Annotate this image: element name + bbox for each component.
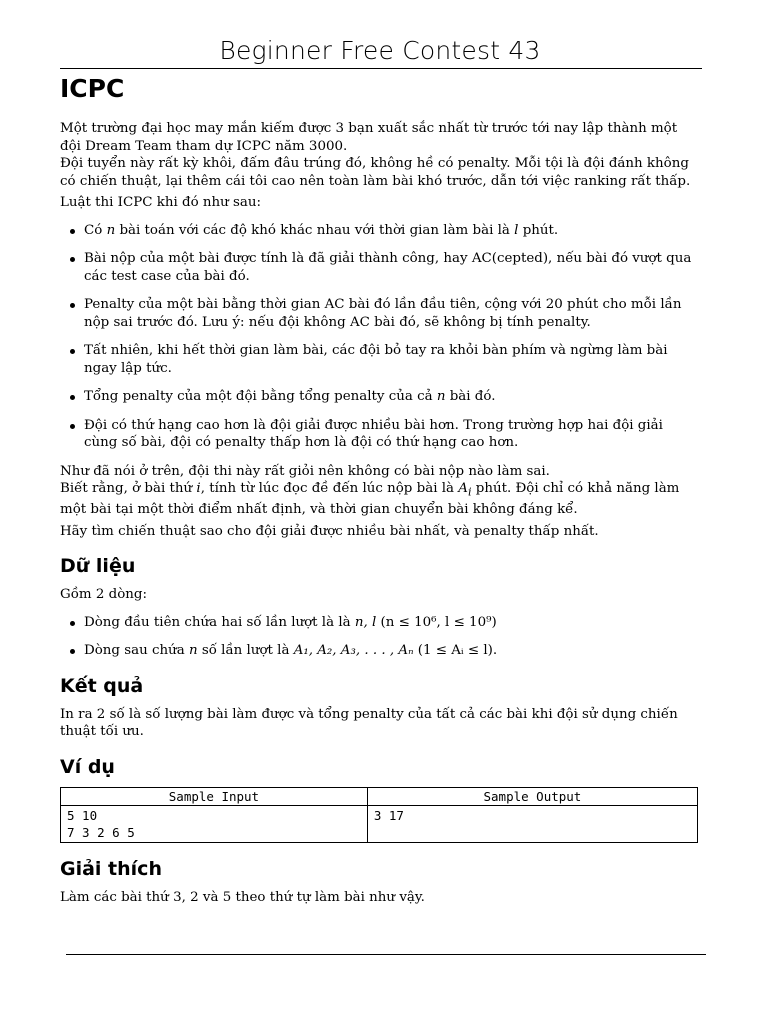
example-heading: Ví dụ: [60, 755, 115, 778]
rule-item: Đội có thứ hạng cao hơn là đội giải được nhiều bài hơn. Trong trường hợp hai đội giải cùng số bài, đội có penalty thấp hơn là đội có thứ hạng cao hơn.: [60, 417, 700, 452]
explanation-part: và: [198, 890, 223, 906]
header-divider: [60, 68, 702, 69]
footer-divider: [66, 954, 706, 955]
problem-body: [60, 120, 700, 907]
sample-data-row: [61, 806, 698, 843]
rule-text: phút.: [518, 222, 559, 238]
input-heading: Dữ liệu: [60, 555, 136, 578]
output-text: In ra 2 số là số lượng bài làm được và tổng penalty của tất cả các bài khi đội sử dụng chiến thuật tối ưu.: [60, 706, 678, 740]
math-var: l: [514, 222, 519, 238]
math-constraint: (1 ≤ Aᵢ ≤ l).: [413, 643, 498, 659]
rule-item: Bài nộp của một bài được tính là đã giải thành công, hay AC(cepted), nếu bài đó vượt qua các test case của bài đó.: [60, 250, 700, 285]
paragraph-text: , tính từ lúc đọc đề đến lúc nộp bài là: [200, 481, 459, 496]
input-line-item: [60, 614, 700, 632]
rule-item: Tất nhiên, khi hết thời gian làm bài, các đội bỏ tay ra khỏi bàn phím và ngừng làm bài ngay lập tức.: [60, 342, 700, 377]
math-var: A: [458, 481, 468, 496]
sample-input-header: Sample Input: [61, 787, 368, 806]
explanation-part: theo thứ tự làm bài như vậy.: [231, 890, 425, 906]
input-text: số lần lượt là: [197, 643, 294, 659]
input-text: Dòng sau chứa: [84, 643, 189, 659]
rule-item: [60, 388, 700, 406]
statement-paragraph-1: Một trường đại học may mắn kiếm được 3 bạn xuất sắc nhất từ trước tới nay lập thành một đội Dream Team tham dự ICPC năm 3000.: [60, 121, 678, 154]
output-heading: Kết quả: [60, 674, 144, 697]
statement-paragraph-6: Hãy tìm chiến thuật sao cho đội giải được nhiều bài nhất, và penalty thấp nhất.: [60, 523, 599, 539]
statement-paragraph-4: Như đã nói ở trên, đội thi này rất giỏi nên không có bài nộp nào làm sai.: [60, 463, 550, 479]
input-list: [60, 614, 700, 660]
rules-list: [60, 222, 700, 452]
rule-item: [60, 222, 700, 240]
math-number: 5: [222, 890, 232, 906]
rule-text: bài toán với các độ khó khác nhau với thời gian làm bài là: [115, 222, 515, 238]
sample-output-cell: 3 17: [367, 806, 697, 843]
input-line-item: [60, 642, 700, 660]
explanation-text: [60, 889, 700, 907]
math-var: n: [106, 222, 116, 238]
math-var: n: [436, 389, 446, 404]
statement-paragraph-5: [60, 480, 700, 519]
rule-text: Có: [84, 222, 107, 238]
input-intro: Gồm 2 dòng:: [60, 587, 147, 603]
rule-text: bài đó.: [445, 389, 496, 404]
statement-paragraph-2: Đội tuyển này rất kỳ khôi, đấm đâu trúng đó, không hề có penalty. Mỗi tội là đội đánh không có chiến thuật, lại thêm cái tôi cao nên toàn làm bài khó trước, dẫn tới việc ranking rất thấp.: [60, 156, 691, 189]
paragraph-text: Biết rằng, ở bài thứ: [60, 481, 197, 496]
input-text: Dòng đầu tiên chứa hai số lần lượt là là: [84, 614, 355, 630]
rule-text: Tổng penalty của một đội bằng tổng penalty của cả: [84, 389, 437, 404]
math-numbers: 3, 2: [173, 890, 199, 906]
math-var: i: [196, 481, 201, 496]
paragraph-text: phút. Đội chỉ có khả năng làm một bài tại một thời điểm nhất định, và thời gian chuyển bài không đáng kể.: [60, 481, 680, 518]
sample-output-header: Sample Output: [367, 787, 697, 806]
sample-input-cell: 5 10 7 3 2 6 5: [61, 806, 368, 843]
explanation-part: Làm các bài thứ: [60, 890, 174, 906]
math-var: n: [188, 643, 198, 659]
contest-title: Beginner Free Contest 43: [219, 36, 541, 65]
math-subscript: i: [467, 485, 472, 499]
explanation-heading: Giải thích: [60, 858, 162, 881]
math-var: n, l: [354, 614, 377, 630]
statement-paragraph-3: Luật thi ICPC khi đó như sau:: [60, 195, 262, 210]
sample-table: [60, 787, 698, 844]
math-sequence: A₁, A₂, A₃, . . . , Aₙ: [293, 643, 414, 659]
math-constraint: (n ≤ 10⁶, l ≤ 10⁹): [376, 614, 497, 630]
rule-item: Penalty của một bài bằng thời gian AC bài đó lần đầu tiên, cộng với 20 phút cho mỗi lần nộp sai trước đó. Lưu ý: nếu đội không AC bài đó, sẽ không bị tính penalty.: [60, 296, 700, 331]
problem-title: ICPC: [60, 74, 125, 103]
sample-header-row: [61, 787, 698, 806]
